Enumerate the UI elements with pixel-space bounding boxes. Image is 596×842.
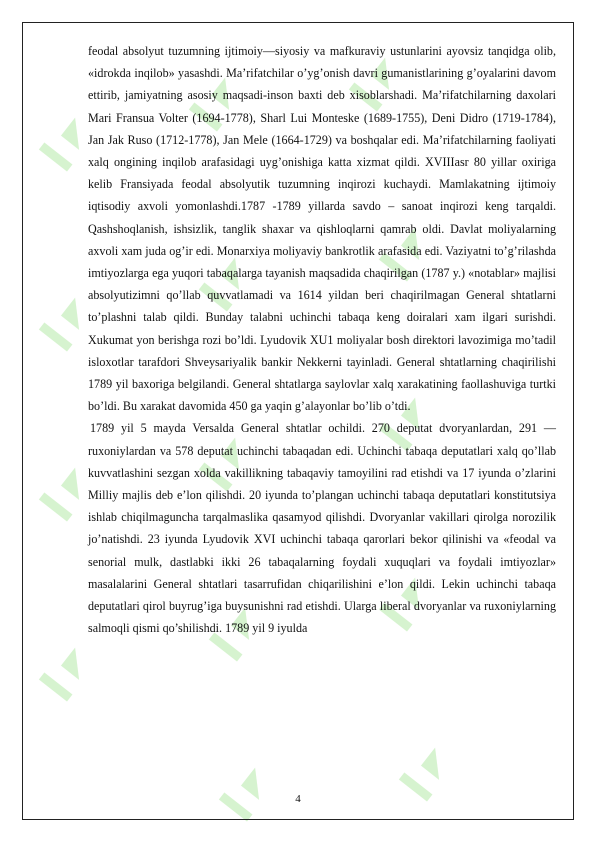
- watermark: ▍◤: [380, 392, 437, 451]
- watermark: ▍◤: [380, 572, 437, 631]
- watermark: ▍◤: [400, 742, 457, 801]
- watermark: ▍◤: [40, 462, 97, 521]
- paragraph-1: feodal absolyut tuzumning ijtimoiy—siyosiy va mafkuraviy ustunlarini ayovsiz tanqidga olib, «idrokda inqilob» yasashdi. Ma’rifatchilar o’yg’onish davri gumanistlarining g’oyalarini davom ettirib, jamiyatning asosiy maqsadi-inson baxti deb xisoblarshadi. Ma’rifatchilarning daxolari Mari Fransua Volter (1694-1778), Sharl Lui Monteske (1689-1755), Deni Didro (1719-1784), Jan Jak Ruso (1712-1778), Jan Mele (1664-1729) va boshqalar edi. Ma’rifatchilarning faoliyati xalq ongining inqilob arafasidagi uyg’onishiga katta xizmat qildi. XVIIIasr 80 yillar oxiriga kelib Fransiyada feodal absolyutik tuzumning inqirozi kuchaydi. Mamlakatning ijtimoiy iqtisodiy axvoli yomonlashdi.1787 -1789 yillarda savdo – sanoat inqirozi keng tarqaldi. Qashshoqlanish, ishsizlik, tanglik shaxar va qishloqlarni qamrab oldi. Davlat moliyalarning axvoli xam juda og’ir edi. Monarxiya moliyaviy bankrotlik arafasida edi. Vaziyatni to’g’rilashda imtiyozlarga ega yuqori tabaqalarga tayanish maqsadida chaqirilgan (1787 y.) «notablar» majlisi absolyutizimni qo’llab quvvatlamadi va 1614 yildan beri chaqirilmagan General shtatlarni to’plashni talab qildi. Bunday talabni uchinchi tabaqa keng doiralari xam ilgari surishdi. Xukumat yon berishga rozi bo’ldi. Lyudovik XU1 moliyalar bosh direktori lavozimiga mo’tadil isloxotlar tarafdori Shveysariyalik bankir Nekkerni tayinladi. General shtatlarning chaqirilishi 1789 yil baxoriga belgilandi. General shtatlarga saylovlar xalq xarakatining faollashuviga turtki bo’ldi. Bu xarakat davomida 450 ga yaqin g’alayonlar bo’lib o’tdi.: [88, 44, 556, 414]
- watermark: ▍◤: [210, 602, 267, 661]
- page-number: 4: [295, 793, 301, 805]
- watermark: ▍◤: [40, 112, 97, 171]
- watermark: ▍◤: [350, 52, 407, 111]
- watermark: ▍◤: [40, 642, 97, 701]
- watermark: ▍◤: [220, 762, 277, 821]
- watermark: ▍◤: [380, 222, 437, 281]
- watermark: ▍◤: [200, 252, 257, 311]
- watermark: ▍◤: [190, 72, 247, 131]
- paragraph-2: 1789 yil 5 mayda Versalda General shtatlar ochildi. 270 deputat dvoryanlardan, 291 — ruxoniylardan va 578 deputat uchinchi tabaqadan edi. Uchinchi tabaqa deputatlari xalq qo’llab kuvvatlashini sezgan xolda vakillikning tabaqaviy tamoyilini rad etishdi va 17 iyunda o’zlarini Milliy majlis deb e’lon qilishdi. 20 iyunda to’plangan uchinchi tabaqa deputatlari konstitutsiya ishlab chiqilmaguncha tarqalmaslika qasamyod qilishdi. Dvoryanlar vakillari qirolga norozilik jo’natishdi. 23 iyunda Lyudovik XVI uchinchi tabaqa qarorlari bekor qilinishi va «feodal va senorial mulk, dastlabki ikki 26 tabaqalarning foydali xuquqlari va foydali imtiyozlar» masalalarini General shtatlari tasarrufidan chiqarilishini e’lon qildi. Lekin uchinchi tabaqa deputatlari qirol buyrug’iga buysunishni rad etishdi. Ularga liberal dvoryanlar va ruxoniylarning salmoqli qismi qo’shilishdi. 1789 yil 9 iyulda: [88, 421, 556, 636]
- watermark: ▍◤: [200, 432, 257, 491]
- document-body: [88, 40, 556, 639]
- watermark: ▍◤: [40, 292, 97, 351]
